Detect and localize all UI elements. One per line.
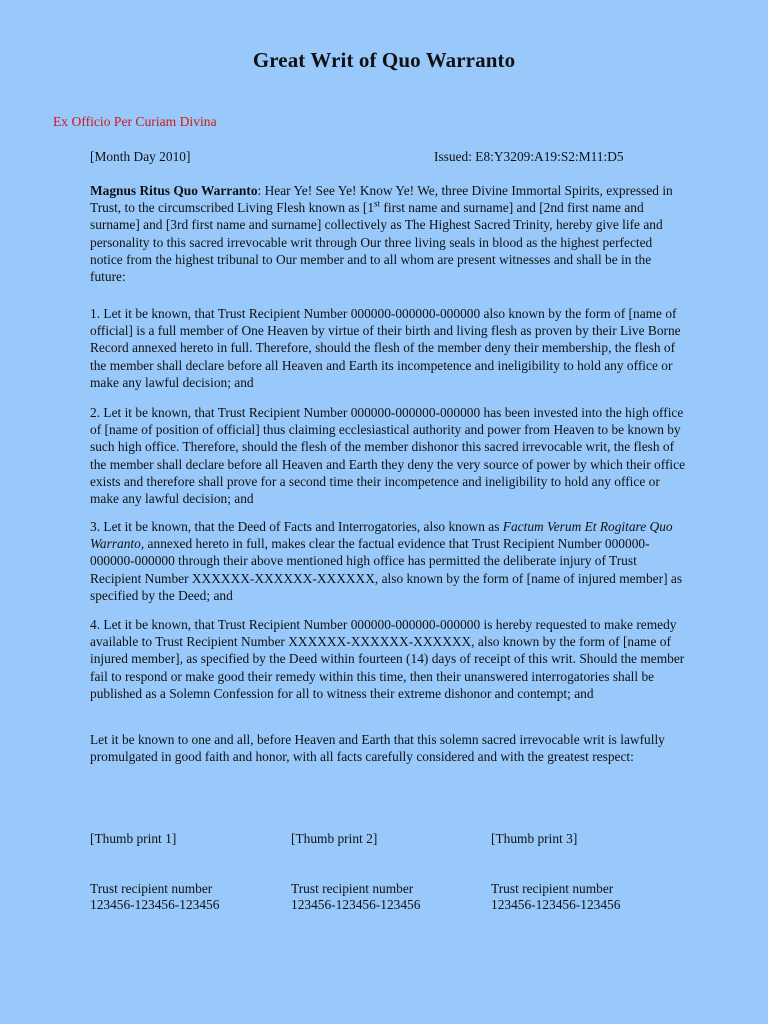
intro-paragraph (90, 182, 688, 285)
thumb-print-3: [Thumb print 3] (491, 831, 578, 846)
paragraph-3-italic: Factum Verum Et Rogitare Quo Warranto (90, 519, 673, 552)
recipient-number-3: 123456-123456-123456 (491, 897, 621, 912)
intro-lead: Magnus Ritus Quo Warranto (90, 183, 258, 198)
paragraph-4: 4. Let it be known, that Trust Recipient Number 000000-000000-000000 is hereby requested to make remedy available to Trust Recipient Number XXXXXX-XXXXXX-XXXXXX, also known by the form of [name of injured member], as specified by the Deed within fourteen (14) days of receipt of this writ. Should the member fail to respond or make good their remedy within this time, then their unanswered interrogatories shall be published as a Solemn Confession for all to witness their extreme dishonor and contempt; and (90, 617, 685, 701)
thumb-print-2: [Thumb print 2] (291, 831, 378, 846)
paragraph-3-text-b: , annexed hereto in full, makes clear the factual evidence that Trust Recipient Number 000000-000000-000000 through their above mentioned high office has permitted the deliberate injury of Trust Recipient Number XXXXXX-XXXXXX-XXXXXX, also known by the form of [name of injured member] as specified by the Deed; and (90, 536, 683, 603)
document-title: Great Writ of Quo Warranto (252, 48, 516, 72)
paragraph-1: 1. Let it be known, that Trust Recipient Number 000000-000000-000000 also known by the form of [name of official] is a full member of One Heaven by virtue of their birth and living flesh as proven by their Live Borne Record annexed hereto in full. Therefore, should the flesh of the member deny their membership, the flesh of the member shall declare before all Heaven and Earth its incompetence and ineligibility to hold any office or make any lawful decision; and (90, 306, 681, 390)
date-placeholder: [Month Day 2010] (90, 149, 191, 164)
recipient-label-3: Trust recipient number (491, 881, 614, 896)
recipient-number-1: 123456-123456-123456 (90, 897, 220, 912)
issued-stamp: Issued: E8:Y3209:A19:S2:M11:D5 (434, 149, 624, 164)
closing-paragraph: Let it be known to one and all, before Heaven and Earth that this solemn sacred irrevocable writ is lawfully promulgated in good faith and honor, with all facts carefully considered and with the greatest respect: (90, 732, 665, 765)
intro-text-a: : Hear Ye! See Ye! Know Ye! We, three Divine Immortal Spirits, expressed in Trust, to the circumscribed Living Flesh known as [1 (90, 183, 673, 216)
paragraph-1-block (90, 305, 688, 408)
intro-sup: st (374, 198, 381, 209)
paragraph-4-block (90, 616, 688, 719)
closing-block (90, 731, 688, 783)
thumb-print-1: [Thumb print 1] (90, 831, 177, 846)
recipient-label-2: Trust recipient number (291, 881, 414, 896)
paragraph-3-block (90, 518, 688, 621)
paragraph-2: 2. Let it be known, that Trust Recipient Number 000000-000000-000000 has been invested into the high office of [name of position of official] thus claiming ecclesiastical authority and power from Heaven to be known by such high office. Therefore, should the flesh of the member dishonor this sacred irrevocable writ, the flesh of the member shall declare before all Heaven and Earth they deny the very source of power by which their office exists and therefore shall prove for a second time their incompetence and ineligibility to hold any office or make any lawful decision; and (90, 405, 686, 507)
paragraph-3-text-a: 3. Let it be known, that the Deed of Facts and Interrogatories, also known as (90, 519, 503, 534)
recipient-label-1: Trust recipient number (90, 881, 213, 896)
recipient-number-2: 123456-123456-123456 (291, 897, 421, 912)
document-subtitle: Ex Officio Per Curiam Divina (53, 114, 217, 129)
intro-text-b: first name and surname] and [2nd first name and surname] and [3rd first name and surname] collectively as The Highest Sacred Trinity, hereby give life and personality to this sacred irrevocable writ through Our three living seals in blood as the highest perfected notice from the highest tribunal to Our member and to all whom are present witnesses and shall be in the future: (90, 200, 663, 285)
paragraph-3 (90, 518, 688, 604)
document-body (90, 182, 688, 302)
paragraph-2-block (90, 404, 688, 524)
